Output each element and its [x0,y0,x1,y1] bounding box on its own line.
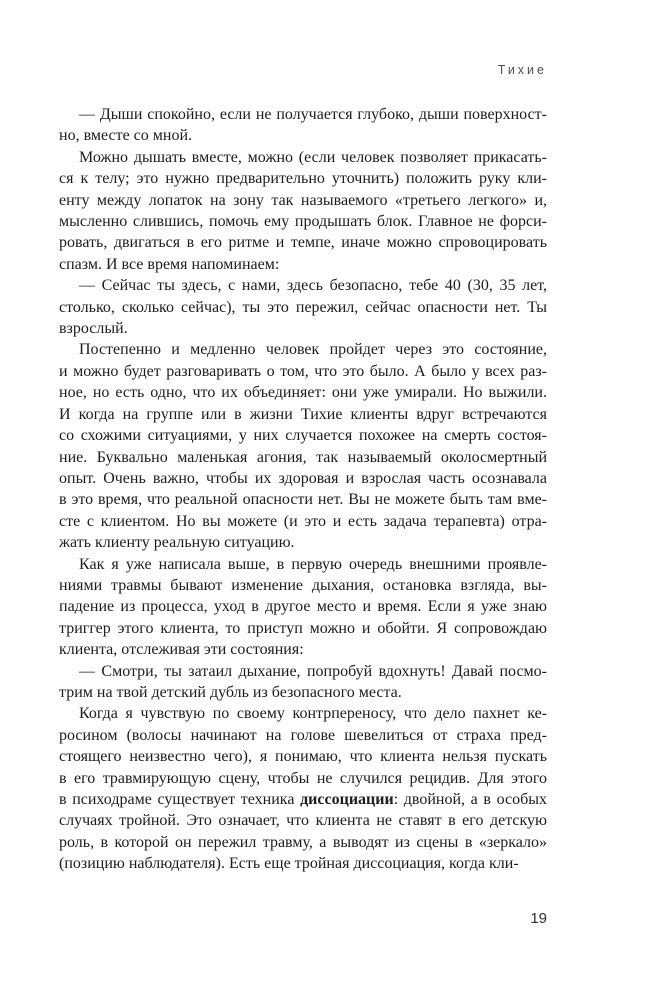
text-line: со схожими ситуациями, у них случается похожее на смерть состоя- [59,427,547,445]
text-line: ровать, двигаться в его ритме и темпе, иначе можно спровоцировать [59,234,547,252]
text-line: мысленно слившись, помочь ему продышать блок. Главное не форси- [59,213,547,231]
paragraph [59,339,547,553]
text-block [59,104,547,875]
text-line: взрослый. [59,320,128,338]
text-line: Когда я чувствую по своему контрпереносу, что дело пахнет ке- [79,705,547,723]
text-line: ное, но есть одно, что их объединяет: они уже умирали. Но выжили. [59,384,547,402]
text-line: — Дыши спокойно, если не получается глубоко, дыши поверхност- [79,106,547,123]
text-line: енту между лопаток на зону так называемого «третьего легкого» и, [59,191,547,209]
text-line: И когда на группе или в жизни Тихие клиенты вдруг встречаются [59,405,547,423]
paragraph [59,554,547,661]
text-line: падение из процесса, уход в другое место и время. Если я уже знаю [59,598,547,616]
text-line: в его травмирующую сцену, чтобы не случился рецидив. Для этого [59,769,547,787]
text-line: сте с клиентом. Но вы можете (и это и есть задача терапевта) отра- [59,512,547,530]
paragraph [59,703,547,874]
paragraph [59,275,547,339]
text-line: жать клиенту реальную ситуацию. [59,534,295,552]
text-line: триггер этого клиента, то приступ можно и обойти. Я сопровождаю [59,619,547,637]
paragraph [59,147,547,275]
text-line: в психодраме существует техника диссоциации: двойной, а в особых [59,791,548,808]
text-line: (позицию наблюдателя). Есть еще тройная диссоциация, когда кли- [59,855,519,873]
text-line: — Смотри, ты затаил дыхание, попробуй вдохнуть! Давай посмо- [79,662,547,680]
text-line: трим на твой детский дубль из безопасного места. [59,683,402,701]
text-line: Можно дышать вместе, можно (если человек позволяет прикасать- [79,148,547,166]
text-line: ниями травмы бывают изменение дыхания, остановка взгляда, вы- [59,576,547,594]
text-line: стоящего неизвестно чего), я понимаю, что клиента нельзя пускать [59,748,547,766]
text-line: и можно будет разговаривать о том, что это было. А было у всех раз- [59,362,547,380]
paragraph [59,104,547,147]
text-line: в это время, что реальной опасности нет. Вы не можете быть там вме- [59,491,547,509]
text-line: роль, в которой он пережил травму, а выводят из сцены в «зеркало» [59,833,547,851]
text-line: случаях тройной. Это означает, что клиента не ставят в его детскую [59,812,547,830]
text-line: клиента, отслеживая эти состояния: [59,641,304,659]
paragraph [59,661,547,704]
text-line: ние. Буквально маленькая агония, так называемый околосмертный [59,448,547,466]
text-line: — Сейчас ты здесь, с нами, здесь безопасно, тебе 40 (30, 35 лет, [79,277,547,295]
text-line: опыт. Очень важно, чтобы их здоровая и взрослая часть осознавала [59,469,547,487]
text-line: спазм. И все время напоминаем: [59,255,280,273]
text-line: росином (волосы начинают на голове шевелиться от страха пред- [59,726,547,744]
text-line: Как я уже написала выше, в первую очередь внешними проявле- [79,555,547,573]
text-line: столько, сколько сейчас), ты это пережил, сейчас опасности нет. Ты [59,298,547,316]
running-header: Тихие [497,63,547,77]
text-line: ся к телу; это нужно предварительно уточнить) положить руку кли- [59,170,547,188]
page-number: 19 [530,910,547,927]
text-line: Постепенно и медленно человек пройдет через это состояние, [79,341,547,359]
text-line: но, вместе со мной. [59,127,193,145]
